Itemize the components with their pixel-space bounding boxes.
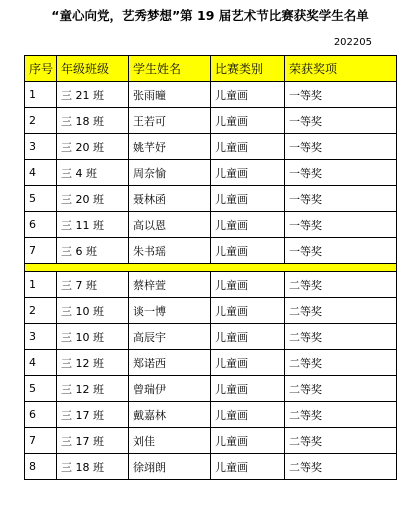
row-award: 一等奖 [285, 160, 397, 186]
table-row [25, 454, 397, 480]
row-award: 二等奖 [285, 454, 397, 480]
row-number: 1 [25, 82, 57, 108]
row-number: 4 [25, 160, 57, 186]
row-student-name: 姚芊妤 [129, 134, 211, 160]
row-number: 8 [25, 454, 57, 480]
table-row [25, 108, 397, 134]
header-row [25, 56, 397, 82]
row-student-name: 高以恩 [129, 212, 211, 238]
row-number: 5 [25, 376, 57, 402]
table-row [25, 376, 397, 402]
row-category: 儿童画 [211, 238, 285, 264]
row-number: 3 [25, 134, 57, 160]
row-number: 3 [25, 324, 57, 350]
row-number: 7 [25, 238, 57, 264]
row-award: 二等奖 [285, 350, 397, 376]
row-award: 二等奖 [285, 376, 397, 402]
row-award: 二等奖 [285, 402, 397, 428]
row-category: 儿童画 [211, 212, 285, 238]
row-award: 一等奖 [285, 212, 397, 238]
row-award: 一等奖 [285, 134, 397, 160]
separator-row [25, 264, 397, 272]
row-award: 二等奖 [285, 428, 397, 454]
row-student-name: 郑诺西 [129, 350, 211, 376]
table-row [25, 160, 397, 186]
row-class: 三 11 班 [57, 212, 129, 238]
row-number: 4 [25, 350, 57, 376]
page-title: “童心向党，艺秀梦想”第 19 届艺术节比赛获奖学生名单 [51, 8, 369, 23]
table-row [25, 186, 397, 212]
separator-cell [25, 264, 397, 272]
table-row [25, 324, 397, 350]
table-row [25, 212, 397, 238]
row-class: 三 12 班 [57, 350, 129, 376]
column-header-award: 荣获奖项 [285, 56, 397, 82]
row-class: 三 21 班 [57, 82, 129, 108]
row-award: 一等奖 [285, 108, 397, 134]
row-student-name: 王若可 [129, 108, 211, 134]
table-row [25, 350, 397, 376]
row-award: 一等奖 [285, 186, 397, 212]
row-number: 1 [25, 272, 57, 298]
row-student-name: 张雨曈 [129, 82, 211, 108]
row-student-name: 周奈愉 [129, 160, 211, 186]
award-table [24, 55, 397, 480]
table-row [25, 428, 397, 454]
separator-group [25, 264, 397, 272]
row-award: 二等奖 [285, 298, 397, 324]
table-row [25, 298, 397, 324]
row-category: 儿童画 [211, 454, 285, 480]
row-student-name: 刘佳 [129, 428, 211, 454]
row-class: 三 10 班 [57, 298, 129, 324]
row-number: 2 [25, 298, 57, 324]
table-row [25, 272, 397, 298]
row-number: 5 [25, 186, 57, 212]
table-row [25, 238, 397, 264]
row-category: 儿童画 [211, 134, 285, 160]
row-class: 三 4 班 [57, 160, 129, 186]
row-class: 三 17 班 [57, 428, 129, 454]
row-student-name: 曾瑞伊 [129, 376, 211, 402]
row-student-name: 聂林函 [129, 186, 211, 212]
row-number: 7 [25, 428, 57, 454]
row-number: 2 [25, 108, 57, 134]
row-student-name: 谈一博 [129, 298, 211, 324]
table-row [25, 134, 397, 160]
row-class: 三 10 班 [57, 324, 129, 350]
column-header-number: 序号 [25, 56, 57, 82]
table-row [25, 82, 397, 108]
row-class: 三 18 班 [57, 454, 129, 480]
document-code: 202205 [333, 37, 372, 48]
row-award: 一等奖 [285, 82, 397, 108]
table-row [25, 402, 397, 428]
row-category: 儿童画 [211, 402, 285, 428]
column-header-class: 年级班级 [57, 56, 129, 82]
row-number: 6 [25, 212, 57, 238]
row-student-name: 朱书瑶 [129, 238, 211, 264]
row-award: 二等奖 [285, 324, 397, 350]
row-student-name: 高辰宇 [129, 324, 211, 350]
row-category: 儿童画 [211, 160, 285, 186]
row-class: 三 17 班 [57, 402, 129, 428]
row-category: 儿童画 [211, 186, 285, 212]
row-category: 儿童画 [211, 350, 285, 376]
row-class: 三 18 班 [57, 108, 129, 134]
second-prize-group [25, 272, 397, 480]
row-class: 三 20 班 [57, 134, 129, 160]
row-category: 儿童画 [211, 428, 285, 454]
row-number: 6 [25, 402, 57, 428]
column-header-category: 比赛类别 [211, 56, 285, 82]
row-award: 二等奖 [285, 272, 397, 298]
row-category: 儿童画 [211, 108, 285, 134]
row-category: 儿童画 [211, 82, 285, 108]
row-student-name: 蔡梓萱 [129, 272, 211, 298]
row-student-name: 戴嘉林 [129, 402, 211, 428]
row-category: 儿童画 [211, 298, 285, 324]
row-category: 儿童画 [211, 376, 285, 402]
row-student-name: 徐翊朗 [129, 454, 211, 480]
row-award: 一等奖 [285, 238, 397, 264]
row-category: 儿童画 [211, 272, 285, 298]
first-prize-group [25, 82, 397, 264]
row-class: 三 12 班 [57, 376, 129, 402]
row-class: 三 7 班 [57, 272, 129, 298]
row-class: 三 20 班 [57, 186, 129, 212]
row-category: 儿童画 [211, 324, 285, 350]
row-class: 三 6 班 [57, 238, 129, 264]
column-header-student-name: 学生姓名 [129, 56, 211, 82]
